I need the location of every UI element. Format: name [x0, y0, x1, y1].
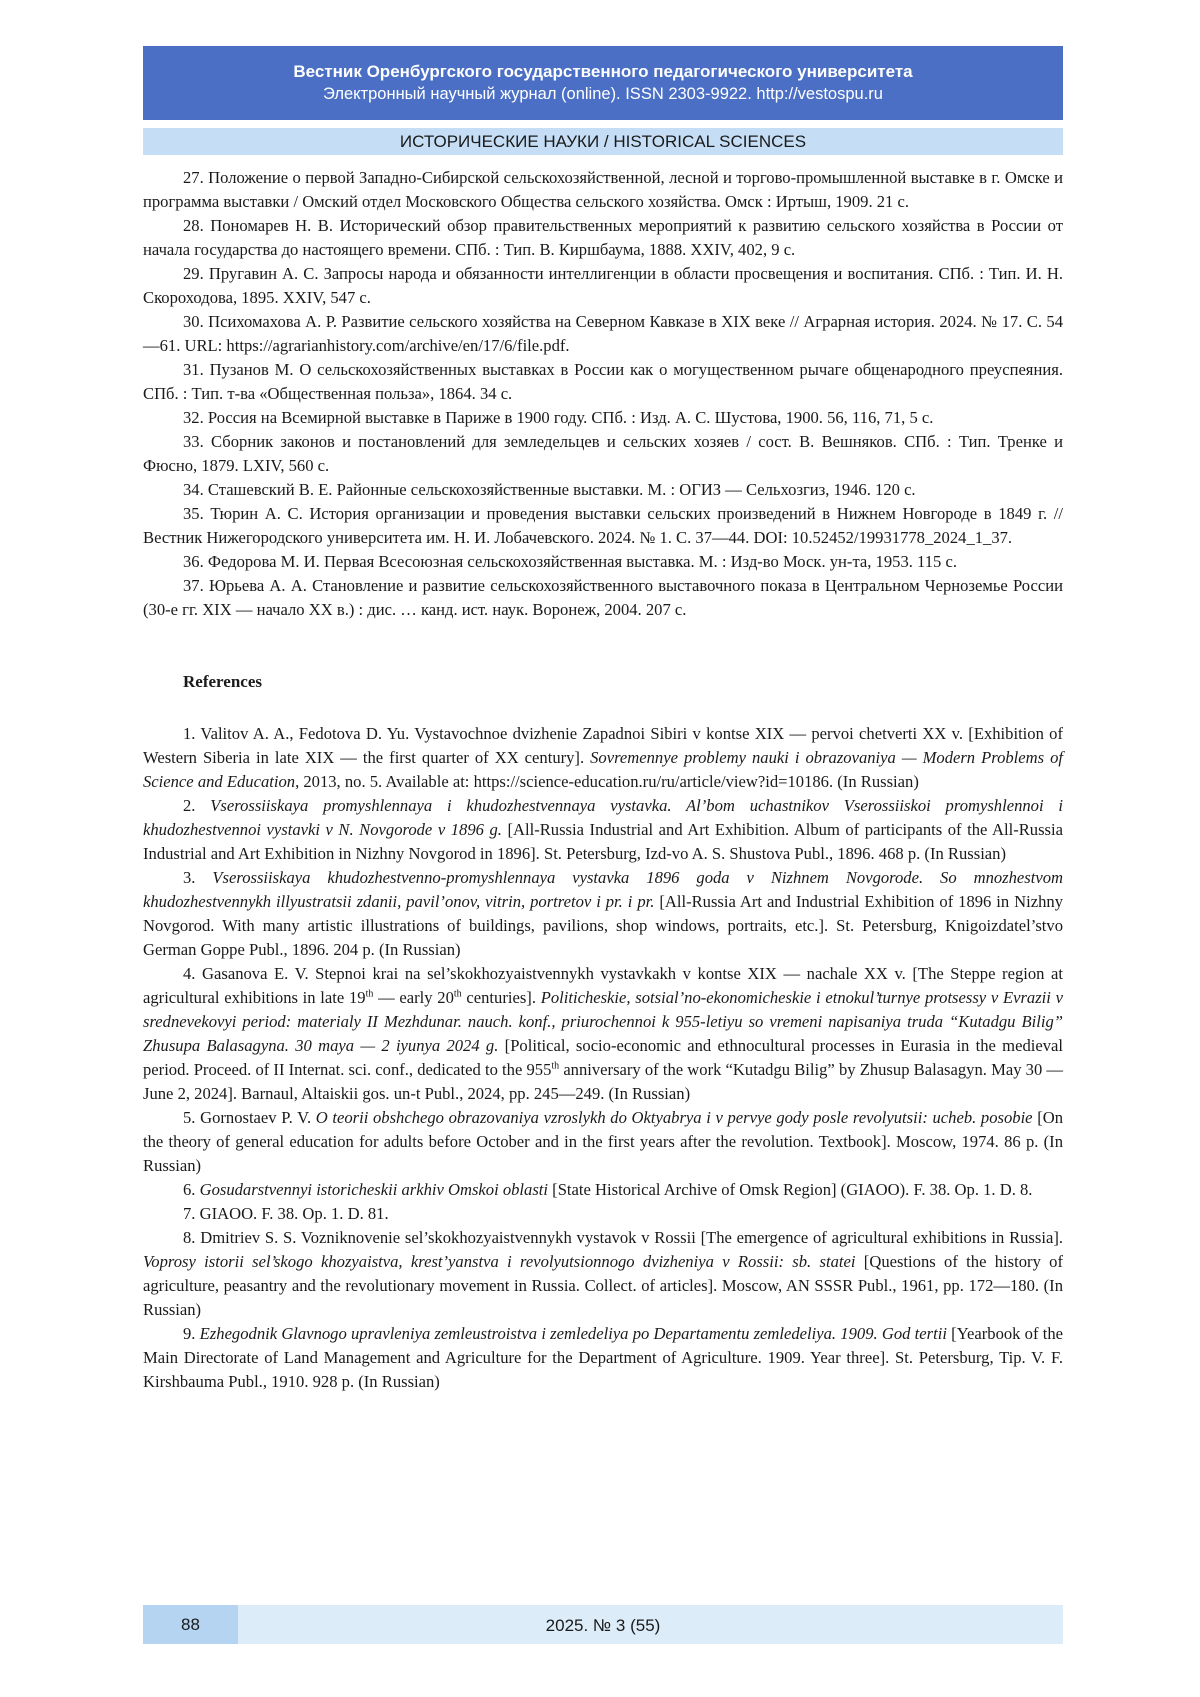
ref-text: [Political, socio-economic and ethnocultural processes in Eurasia in the medieval period. Proceed. of II Internat. sci. conf., dedicated to the 955: [143, 1036, 1064, 1079]
reference-item: 32. Россия на Всемирной выставке в Париже в 1900 году. СПб. : Изд. А. С. Шустова, 1900. 56, 116, 71, 5 с.: [183, 408, 934, 427]
section-title: ИСТОРИЧЕСКИЕ НАУКИ / HISTORICAL SCIENCES: [143, 128, 1063, 155]
ref-italic-title: Sovremennye problemy nauki i obrazovaniya — Modern Problems of Science and Education: [143, 748, 1063, 791]
reference-item: 33. Сборник законов и постановлений для земледельцев и сельских хозяев / сост. В. Вешняков. СПб. : Тип. Тренке и Фюсно, 1879. LXIV, 560 с.: [143, 432, 1063, 475]
reference-item: [143, 1106, 1063, 1178]
reference-item: 35. Тюрин А. С. История организации и проведения выставки сельских произведений в Нижнем Новгороде в 1849 г. // Вестник Нижегородского университета им. Н. И. Лобачевского. 2024. № 1. С. 37—44. DOI: 10.52452/19931778_2024_1_37.: [143, 504, 1063, 547]
reference-item: 29. Пругавин А. С. Запросы народа и обязанности интеллигенции в области просвещения и воспитания. СПб. : Тип. И. Н. Скороходова, 1895. XXIV, 547 с.: [143, 264, 1063, 307]
ref-text: anniversary of the work “Kutadgu Bilig” by Zhusup Balasagyn. May 30 — June 2, 2024]. Barnaul, Altaiskii gos. un-t Publ., 2024, pp. 245—249. (In Russian): [143, 1060, 1064, 1103]
ref-text: [State Historical Archive of Omsk Region] (GIAOO). F. 38. Op. 1. D. 8.: [548, 1180, 1033, 1199]
ref-text: 6.: [183, 1180, 200, 1199]
references-heading: References: [183, 672, 262, 691]
reference-item: 34. Сташевский В. Е. Районные сельскохозяйственные выставки. М. : ОГИЗ — Сельхозгиз, 1946. 120 с.: [183, 480, 916, 499]
ref-italic-title: Politicheskie, sotsial’no-ekonomicheskie i etnokul’turnye protsessy v Evrazii v srednevekovyi period: materialy II Mezhdunar. nauch. konf., priurochennoi k 955-letiyu so vremeni napisaniya truda “Kutadgu Bilig” Zhusupa Balasagyna. 30 maya — 2 iyunya 2024 g.: [143, 988, 1063, 1055]
ref-text: centuries].: [461, 988, 541, 1007]
ref-superscript: th: [453, 988, 462, 1000]
en-reference-list: [143, 722, 1063, 1394]
ref-text: 8. Dmitriev S. S. Vozniknovenie sel’skokhozyaistvennykh vystavok v Rossii [The emergence of agricultural exhibitions in Russia].: [183, 1228, 1063, 1247]
ref-text: 2.: [183, 796, 211, 815]
ref-italic-title: Voprosy istorii sel’skogo khozyaistva, krest’yanstva i revolyutsionnogo dvizheniya v Rossii: sb. statei: [143, 1252, 856, 1271]
ref-text: 4. Gasanova E. V. Stepnoi krai na sel’skokhozyaistvennykh vystavkakh v kontse XIX — nachale XX v. [The Steppe region at agricultural exhibitions in late 19: [143, 964, 1063, 1007]
reference-item: [143, 962, 1063, 1106]
reference-item: [143, 722, 1063, 794]
issue-number: 2025. № 3 (55): [545, 1616, 661, 1635]
reference-item: [143, 1322, 1063, 1394]
ref-italic-title: Vserossiiskaya promyshlennaya i khudozhestvennaya vystavka. Al’bom uchastnikov Vserossiiskoi promyshlennoi i khudozhestvennoi vystavki v N. Novgorode v 1896 g.: [143, 796, 1064, 839]
page-number: 88: [143, 1605, 238, 1644]
reference-item: [143, 866, 1063, 962]
ref-italic-title: Ezhegodnik Glavnogo upravleniya zemleustroistva i zemledeliya po Departamentu zemledeliya. 1909. God tertii: [199, 1324, 947, 1343]
ref-superscript: th: [551, 1060, 560, 1072]
ref-text: — early 20: [373, 988, 454, 1007]
ref-text: 9.: [183, 1324, 200, 1343]
journal-header: [143, 46, 1063, 120]
ref-text: [All-Russia Art and Industrial Exhibition of 1896 in Nizhny Novgorod. With many artistic illustrations of buildings, pavilions, shop windows, portraits, etc.]. St. Petersburg, Knigoizdatel’stvo German Goppe Publ., 1896. 204 p. (In Russian): [143, 892, 1063, 959]
ref-text: [Questions of the history of agriculture, peasantry and the revolutionary movement in Russia. Collect. of articles]. Moscow, AN SSSR Publ., 1961, pp. 172—180. (In Russian): [143, 1252, 1064, 1319]
ref-text: , 2013, no. 5. Available at: https://science-education.ru/ru/article/view?id=10186. (In Russian): [295, 772, 919, 791]
ref-text: 7. GIAOO. F. 38. Op. 1. D. 81.: [183, 1204, 389, 1223]
ref-text: [Yearbook of the Main Directorate of Land Management and Agriculture for the Department of Agriculture. 1909. Year three]. St. Petersburg, Tip. V. F. Kirshbauma Publ., 1910. 928 p. (In Russian): [143, 1324, 1063, 1391]
ref-text: 3.: [183, 868, 213, 887]
ref-superscript: th: [365, 988, 374, 1000]
ref-text: 1. Valitov A. A., Fedotova D. Yu. Vystavochnoe dvizhenie Zapadnoi Sibiri v kontse XIX — pervoi chetverti XX v. [Exhibition of Western Siberia in late XIX — the first quarter of XX century].: [143, 724, 1063, 767]
reference-item: [143, 794, 1063, 866]
ref-text: 5. Gornostaev P. V.: [183, 1108, 316, 1127]
reference-item: 37. Юрьева А. А. Становление и развитие сельскохозяйственного выставочного показа в Центральном Черноземье России (30-е гг. XIX — начало XX в.) : дис. … канд. ист. наук. Воронеж, 2004. 207 с.: [143, 576, 1063, 619]
ref-text: [All-Russia Industrial and Art Exhibition. Album of participants of the All-Russia Industrial and Art Exhibition in Nizhny Novgorod in 1896]. St. Petersburg, Izd-vo A. S. Shustova Publ., 1896. 468 p. (In Russian): [143, 820, 1063, 863]
journal-subtitle: Электронный научный журнал (online). ISSN 2303-9922. http://vestospu.ru: [323, 85, 883, 103]
reference-item: 31. Пузанов М. О сельскохозяйственных выставках в России как о могущественном рычаге общенародного преуспеяния. СПб. : Тип. т-ва «Общественная польза», 1864. 34 с.: [143, 360, 1063, 403]
reference-item: [143, 1178, 1063, 1202]
reference-item: 36. Федорова М. И. Первая Всесоюзная сельскохозяйственная выставка. М. : Изд-во Моск. ун-та, 1953. 115 с.: [183, 552, 957, 571]
ref-text: [On the theory of general education for adults before October and in the first years after the revolution. Textbook]. Moscow, 1974. 86 p. (In Russian): [143, 1108, 1063, 1175]
journal-title: Вестник Оренбургского государственного педагогического университета: [293, 62, 913, 81]
ref-italic-title: Gosudarstvennyi istoricheskii arkhiv Omskoi oblasti: [199, 1180, 549, 1199]
reference-item: 28. Пономарев Н. В. Исторический обзор правительственных мероприятий к развитию сельского хозяйства в России от начала государства до настоящего времени. СПб. : Тип. В. Киршбаума, 1888. XXIV, 402, 9 с.: [143, 216, 1063, 259]
reference-item: 27. Положение о первой Западно-Сибирской сельскохозяйственной, лесной и торгово-промышленной выставке в г. Омске и программа выставки / Омский отдел Московского Общества сельского хозяйства. Омск : Иртыш, 1909. 21 с.: [143, 168, 1063, 211]
page-footer: [143, 1605, 1063, 1644]
reference-item: [143, 1226, 1063, 1322]
reference-item: 30. Психомахова А. Р. Развитие сельского хозяйства на Северном Кавказе в XIX веке // Аграрная история. 2024. № 17. С. 54—61. URL: https://agrarianhistory.com/archive/en/17/6/file.pdf.: [143, 312, 1063, 355]
reference-item: [143, 1202, 1063, 1226]
ru-reference-list: [143, 166, 1063, 622]
article-content: [143, 166, 1063, 1394]
ref-italic-title: O teorii obshchego obrazovaniya vzroslykh do Oktyabrya i v pervye gody posle revolyutsii: ucheb. posobie: [315, 1108, 1033, 1127]
ref-italic-title: Vserossiiskaya khudozhestvenno-promyshlennaya vystavka 1896 goda v Nizhnem Novgorode. So mnozhestvom khudozhestvennykh illyustratsii zdanii, pavil’onov, vitrin, portretov i pr. i pr.: [143, 868, 1063, 911]
